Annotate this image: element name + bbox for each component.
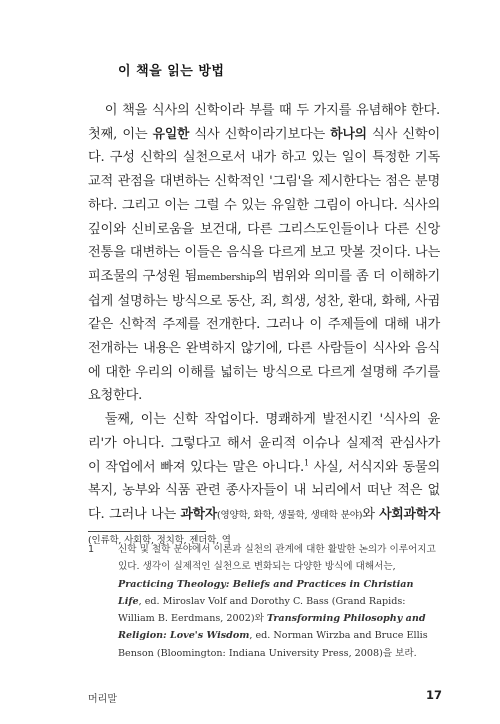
emphasis-unique: 유일한 [152, 126, 190, 142]
footnote-marker: 1 [303, 458, 309, 468]
footnote-text-a: 신학 및 철학 분야에서 이론과 실천의 관계에 대한 활발한 논의가 이루어지고 있다. 생각이 실제적인 실천으로 변화되는 다양한 방식에 대해서는, [118, 544, 436, 573]
gloss-membership: membership [197, 271, 256, 283]
footnote-text-c: , ed. Miroslav Volf and Dorothy C. Bass (Grand Rapids: William B. Eerdmans, 2002)와 [118, 595, 406, 625]
footnote-text-e: , ed. Norman Wirzba and Bruce Ellis Benson (Bloomington: Indiana University Press, 2008)을 보라. [118, 630, 428, 659]
running-footer: 머리말 [88, 694, 117, 705]
social-science-fields: (인류학, 사회학, 정치학, 젠더학, 역 [88, 534, 231, 546]
emphasis-social-scientists: 사회과학자 [379, 506, 440, 522]
para1-text-g: 의 범위와 의미를 좀 더 이해하기 쉽게 설명하는 방식으로 동산, 죄, 희생, 성찬, 환대, 화해, 사귐 같은 신학적 주제를 전개한다. 그러나 이 주제들에 대해 내가 전개하는 내용은 완벽하지 않기에, 다른 사람들이 식사와 음식에 대한 우리의 이해를 넓히는 방식으로 다르게 설명해 주기를 요청한다. [88, 268, 440, 404]
para1-text-e: 식사 신학이다. 구성 신학의 실천으로서 내가 하고 있는 일이 특정한 기독교적 관점을 대변하는 신학적인 '그림'을 제시한다는 점은 분명하다. 그리고 이는 그럴 수 있는 유일한 그림이 아니다. 식사의 깊이와 신비로움을 보건대, 다른 그리스도인들이나 다른 신앙 전통을 대변하는 이들은 음식을 다르게 보고 맛볼 것이다. 나는 피조물의 구성원 됨 [88, 126, 440, 284]
para1-text-c: 식사 신학이라기보다는 [189, 126, 331, 142]
para1-text-a: 이 책을 식사의 신학이라 부를 때 두 가지를 유념해야 한다. 첫째, 이는 [88, 103, 440, 142]
section-heading: 이 책을 읽는 방법 [118, 64, 225, 79]
emphasis-one: 하나의 [330, 126, 367, 142]
footnote-title-1: Practicing Theology: Beliefs and Practices in Christian Life [118, 578, 414, 607]
scientist-fields: (영양학, 화학, 생물학, 생태학 분야) [217, 509, 363, 521]
footnote-number: 1 [88, 544, 95, 555]
footnote-text [118, 541, 440, 662]
page-number: 17 [425, 688, 442, 702]
para2-text-e: 와 [362, 506, 380, 522]
body-text [88, 99, 440, 552]
para2-text-b: 사실, 서식지와 동물의 복지, 농부와 식품 관련 종사자들이 내 뇌리에서 떠난 적은 없다. 그러나 나는 [88, 459, 440, 522]
footnote-divider [88, 531, 206, 532]
footnote-title-2: Transforming Philosophy and Religion: Love's Wisdom [118, 613, 426, 642]
para2-text-a: 둘째, 이는 신학 작업이다. 명쾌하게 발전시킨 '식사의 윤리'가 아니다. 그렇다고 해서 윤리적 이슈나 실제적 관심사가 이 작업에서 빠져 있다는 말은 아니다. [88, 412, 440, 475]
emphasis-scientists: 과학자 [180, 506, 218, 522]
footnote [88, 541, 440, 662]
paragraph-1 [88, 99, 440, 408]
